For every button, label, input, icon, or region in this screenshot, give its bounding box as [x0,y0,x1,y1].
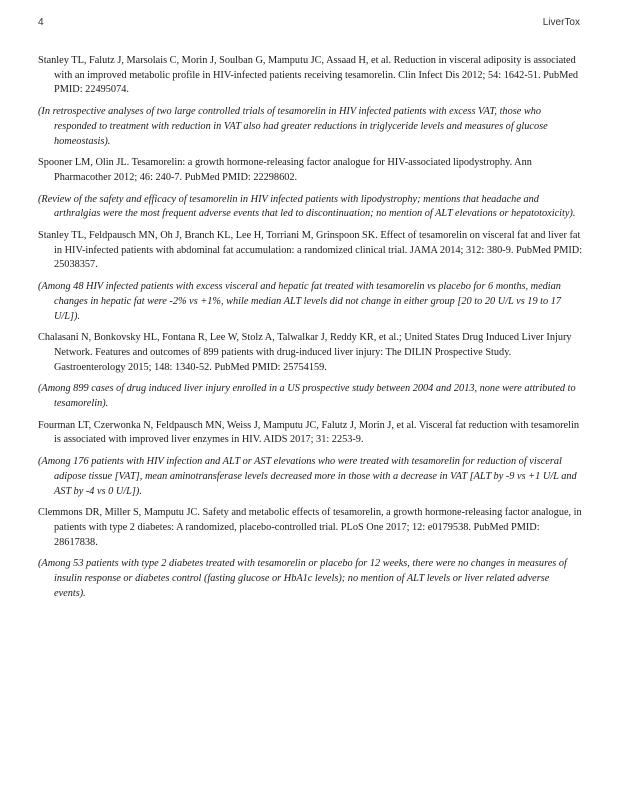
reference-annotation: (Among 53 patients with type 2 diabetes treated with tesamorelin or placebo for 12 weeks, there were no changes in measures of insulin response or diabetes control (fasting glucose or HbA1c levels); no mention of ALT levels or liver related adverse events). [38,558,567,599]
running-title: LiverTox [542,17,580,28]
page-number: 4 [38,17,44,28]
page-header [38,17,580,31]
reference-citation: Stanley TL, Falutz J, Marsolais C, Morin J, Soulban G, Mamputu JC, Assaad H, et al. Reduction in visceral adiposity is associated with an improved metabolic profile in HIV-infected patients receiving tesamorelin. Clin Infect Dis 2012; 54: 1642-51. PubMed PMID: 22495074. [38,55,579,96]
reference-entry [38,506,583,601]
reference-entry [38,331,583,412]
reference-entry [38,229,583,324]
reference-citation: Clemmons DR, Miller S, Mamputu JC. Safety and metabolic effects of tesamorelin, a growth hormone-releasing factor analogue, in patients with type 2 diabetes: A randomized, placebo-controlled trial. PLoS One 2017; 12: e0179538. PubMed PMID: 28617838. [38,507,582,548]
reference-annotation: (Review of the safety and efficacy of tesamorelin in HIV infected patients with lipodystrophy; mentions that headache and arthralgias were the most frequent adverse events that led to discontinuation; no mention of ALT elevations or hepatotoxicity). [38,193,576,220]
reference-annotation: (Among 899 cases of drug induced liver injury enrolled in a US prospective study between 2004 and 2013, none were attributed to tesamorelin). [38,383,576,410]
reference-entry [38,156,583,222]
reference-annotation: (Among 48 HIV infected patients with excess visceral and hepatic fat treated with tesamorelin vs placebo for 6 months, median changes in hepatic fat were -2% vs +1%, while median ALT levels did not change in either group [20 to 20 U/L vs 19 to 17 U/L]). [38,281,562,322]
reference-list [38,54,583,609]
reference-citation: Stanley TL, Feldpausch MN, Oh J, Branch KL, Lee H, Torriani M, Grinspoon SK. Effect of tesamorelin on visceral fat and liver fat in HIV-infected patients with abdominal fat accumulation: a randomized clinical trial. JAMA 2014; 312: 380-9. PubMed PMID: 25038357. [38,230,583,271]
reference-entry [38,54,583,149]
reference-citation: Fourman LT, Czerwonka N, Feldpausch MN, Weiss J, Mamputu JC, Falutz J, Morin J, et al. Visceral fat reduction with tesamorelin is associated with improved liver enzymes in HIV. AIDS 2017; 31: 2253-9. [38,419,579,446]
reference-annotation: (Among 176 patients with HIV infection and ALT or AST elevations who were treated with tesamorelin for reduction of visceral adipose tissue [VAT], mean aminotransferase levels decreased more in those with a decrease in VAT [ALT by -9 vs +1 U/L and AST by -4 vs 0 U/L]). [38,456,577,497]
reference-annotation: (In retrospective analyses of two large controlled trials of tesamorelin in HIV infected patients with excess VAT, those who responded to treatment with reduction in VAT also had greater reductions in triglyceride levels and measures of glucose homeostasis). [38,106,548,147]
reference-citation: Chalasani N, Bonkovsky HL, Fontana R, Lee W, Stolz A, Talwalkar J, Reddy KR, et al.; United States Drug Induced Liver Injury Network. Features and outcomes of 899 patients with drug-induced liver injury: The DILIN Prospective Study. Gastroenterology 2015; 148: 1340-52. PubMed PMID: 25754159. [38,332,572,373]
reference-citation: Spooner LM, Olin JL. Tesamorelin: a growth hormone-releasing factor analogue for HIV-associated lipodystrophy. Ann Pharmacother 2012; 46: 240-7. PubMed PMID: 22298602. [38,157,532,183]
reference-entry [38,419,583,500]
